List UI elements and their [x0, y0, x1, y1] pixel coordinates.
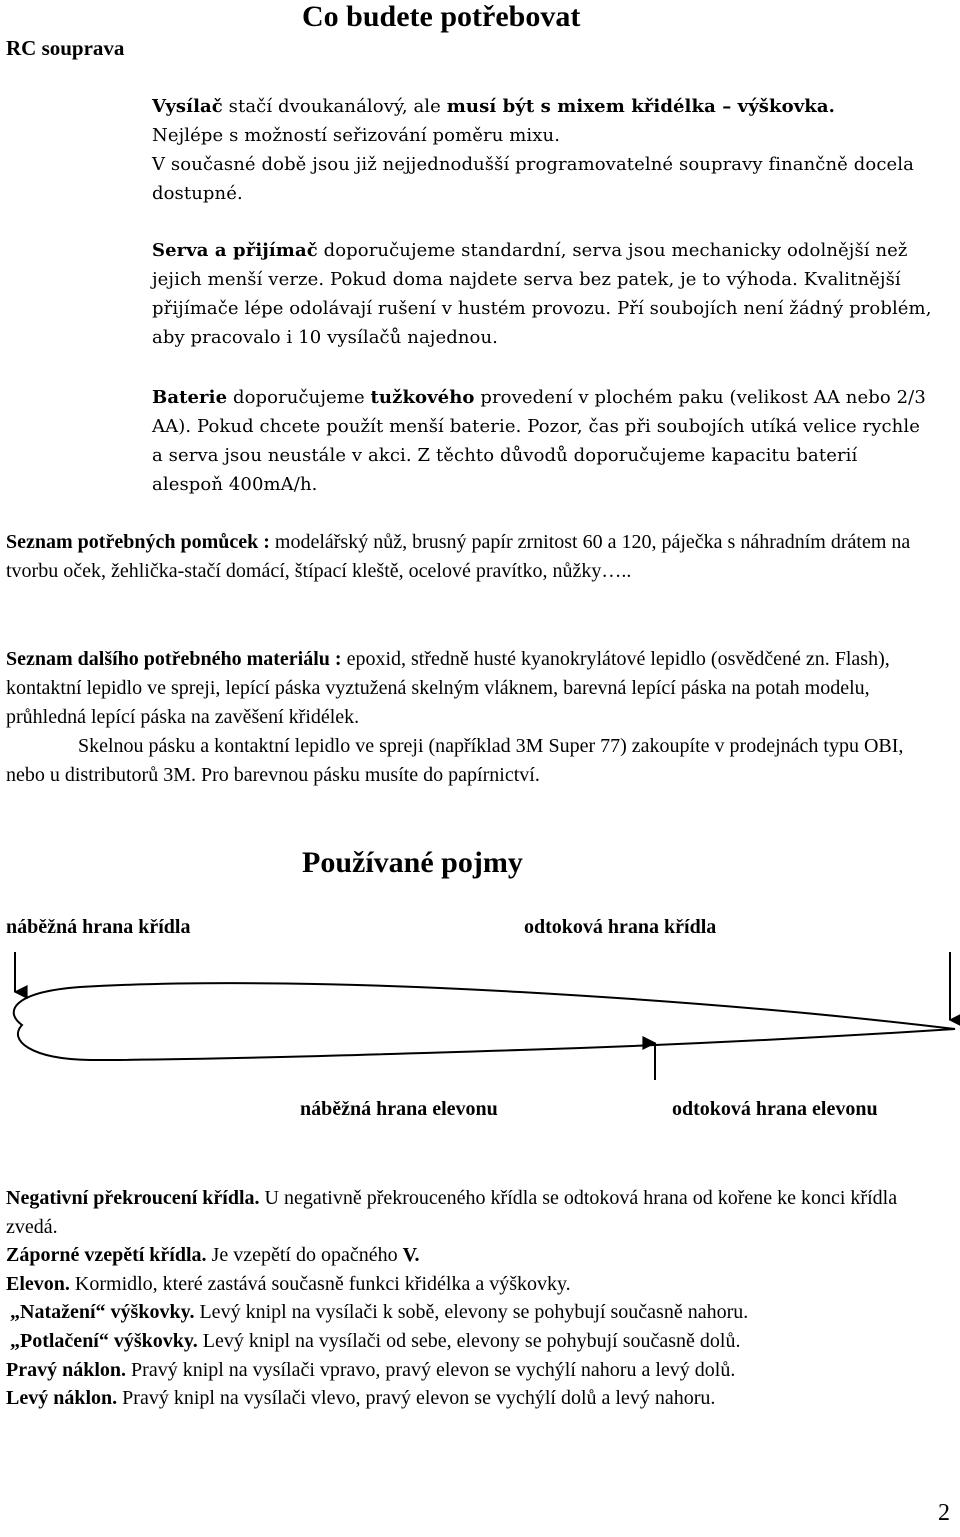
transmitter-paragraph	[152, 92, 932, 208]
section-label: RC souprava	[6, 36, 125, 60]
tools-term: Seznam potřebných pomůcek :	[6, 531, 270, 553]
definition-term: Negativní překroucení křídla.	[6, 1187, 260, 1209]
transmitter-text: stačí dvoukanálový, ale	[222, 96, 447, 117]
label-trailing-edge-elevon: odtoková hrana elevonu	[672, 1098, 878, 1120]
materials-term: Seznam dalšího potřebného materiálu :	[6, 648, 342, 670]
airfoil-outline	[14, 983, 955, 1060]
servos-text3: Kvalitnější přijímače lépe odolávají rušení v hustém provozu.	[152, 269, 901, 319]
definition-text: Levý knipl na vysílači od sebe, elevony se pohybují současně dolů.	[197, 1329, 741, 1352]
transmitter-line3: V současné době jsou již nejjednodušší programovatelné soupravy finančně docela dostupné.	[152, 154, 914, 204]
label-trailing-edge-wing: odtoková hrana křídla	[524, 916, 717, 938]
page-title: Co budete potřebovat	[302, 0, 581, 33]
label-leading-edge-elevon: náběžná hrana elevonu	[300, 1098, 498, 1120]
battery-text3: Pokud chcete použít menší baterie.	[191, 416, 522, 437]
transmitter-line2: Nejlépe s možností seřizování poměru mixu.	[152, 125, 561, 146]
battery-text2: provedení v plochém paku (velikost AA nebo 2/3 AA).	[152, 387, 926, 437]
transmitter-term: Vysílač	[152, 96, 223, 117]
definition-item	[6, 1356, 946, 1385]
definition-extra: V.	[402, 1244, 420, 1267]
servos-term: Serva a přijímač	[152, 240, 318, 261]
materials-paragraph	[6, 645, 946, 790]
definition-item	[6, 1241, 946, 1270]
definition-item	[6, 1270, 946, 1299]
definition-text: U negativně překrouceného křídla se odtoková hrana od kořene ke konci křídla zvedá.	[6, 1187, 898, 1238]
materials-text: epoxid, středně husté kyanokrylátové lepidlo (osvědčené zn. Flash), kontaktní lepidlo ve spreji, lepící páska vyztužená skelným vláknem, barevná lepící páska na potah modelu, průhledná lepící páska na zavěšení křidélek.	[6, 648, 890, 728]
page-number: 2	[938, 1500, 950, 1526]
definition-term: Pravý náklon.	[6, 1358, 127, 1381]
battery-text5: Z těchto důvodů doporučujeme kapacitu baterií alespoň 400mA/h.	[152, 445, 858, 495]
servos-paragraph	[152, 236, 932, 352]
definitions-list	[6, 1184, 946, 1413]
servos-text1: doporučujeme standardní, serva jsou mechanicky odolnější než jejich menší verze.	[152, 240, 908, 290]
definition-text: Pravý knipl na vysílači vlevo, pravý elevon se vychýlí dolů a levý nahoru.	[117, 1387, 716, 1410]
materials-note: Skelnou pásku a kontaktní lepidlo ve spreji (například 3M Super 77) zakoupíte v prodejnách typu OBI, nebo u distributorů 3M. Pro barevnou pásku musíte do papírnictví.	[6, 735, 904, 786]
terms-title: Používané pojmy	[302, 846, 523, 879]
battery-type: tužkového	[370, 387, 475, 408]
definition-item	[6, 1384, 946, 1413]
definition-text: Kormidlo, které zastává současně funkci křidélka a výškovky.	[69, 1272, 571, 1295]
battery-text4: Pozor, čas při soubojích utíká velice rychle a serva jsou neustále v akci.	[152, 416, 920, 466]
servos-text4: Pří soubojích není žádný problém, aby pracovalo i 10 vysílačů najednou.	[152, 298, 932, 348]
definition-term: Elevon.	[6, 1272, 70, 1295]
definition-item	[6, 1184, 946, 1241]
definition-term: Záporné vzepětí křídla.	[6, 1244, 207, 1267]
servos-text2: Pokud doma najdete serva bez patek, je to výhoda.	[324, 269, 798, 290]
airfoil-diagram	[0, 940, 960, 1080]
definition-item	[6, 1327, 946, 1356]
definition-text: Pravý knipl na vysílači vpravo, pravý elevon se vychýlí nahoru a levý dolů.	[126, 1358, 736, 1381]
definition-text: Levý knipl na vysílači k sobě, elevony se pohybují současně nahoru.	[194, 1301, 749, 1324]
definition-term: Levý náklon.	[6, 1387, 118, 1410]
tools-text: modelářský nůž, brusný papír zrnitost 60 a 120, páječka s náhradním drátem na tvorbu oček, žehlička-stačí domácí, štípací kleště, ocelové pravítko, nůžky…..	[6, 531, 911, 582]
tools-paragraph	[6, 528, 946, 586]
definition-term: „Potlačení“ výškovky.	[10, 1329, 198, 1352]
definition-term: „Natažení“ výškovky.	[10, 1301, 195, 1324]
battery-term: Baterie	[152, 387, 228, 408]
battery-text1: doporučujeme	[227, 387, 371, 408]
definition-item	[6, 1298, 946, 1327]
definition-text: Je vzepětí do opačného	[206, 1244, 403, 1267]
battery-paragraph	[152, 383, 932, 499]
transmitter-mix-note: musí být s mixem křidélka – výškovka.	[446, 96, 835, 117]
label-leading-edge-wing: náběžná hrana křídla	[6, 916, 191, 938]
